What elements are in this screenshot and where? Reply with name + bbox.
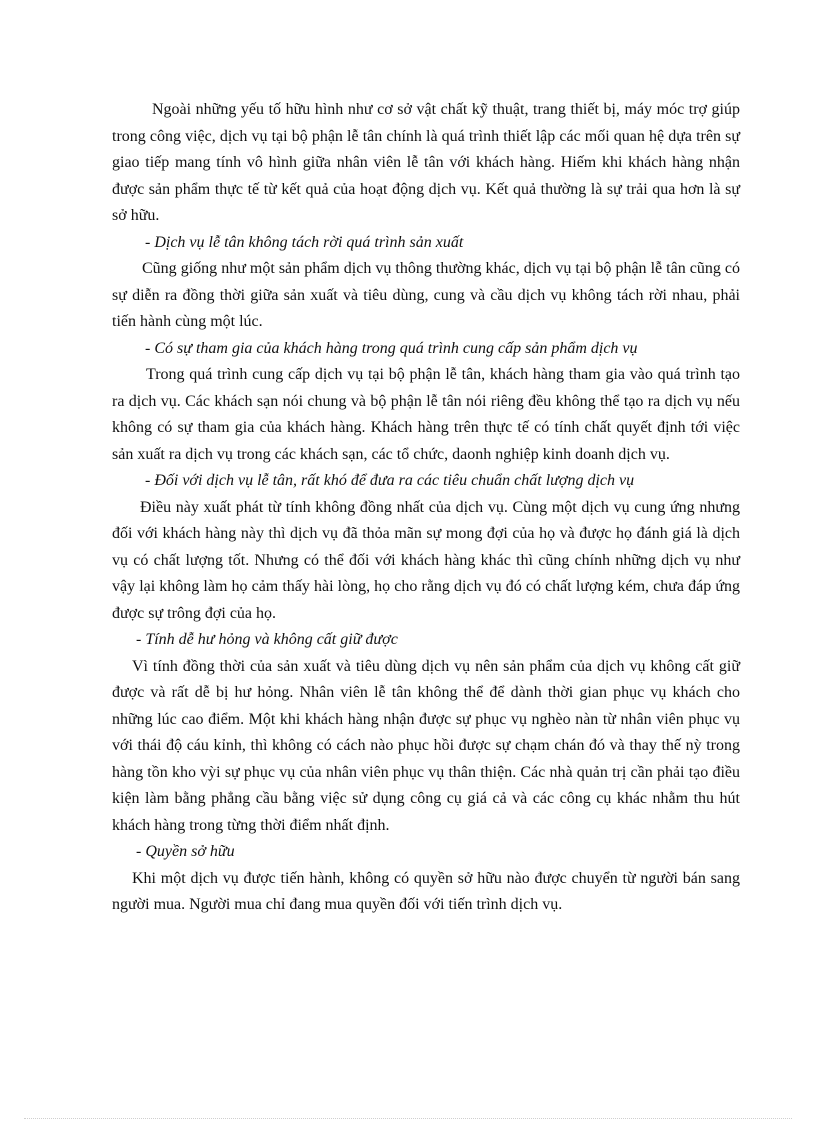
page-bottom-divider (24, 1118, 792, 1119)
paragraph-customer-participation: Trong quá trình cung cấp dịch vụ tại bộ phận lễ tân, khách hàng tham gia vào quá trình tạo ra dịch vụ. Các khách sạn nói chung và bộ phận lễ tân nói riêng đều không thể tạo ra dịch vụ nếu không có sự tham gia của khách hàng. Khách hàng trên thực tế có tính chất quyết định tới việc sản xuất ra dịch vụ trong các khách sạn, các tổ chức, daonh nghiệp kinh doanh dịch vụ. (112, 366, 740, 463)
heading-ownership: - Quyền sở hữu (136, 843, 235, 860)
heading-quality-standards: - Đối với dịch vụ lễ tân, rất khó để đưa ra các tiêu chuẩn chất lượng dịch vụ (145, 472, 635, 489)
paragraph-inseparability: Cũng giống như một sản phẩm dịch vụ thông thường khác, dịch vụ tại bộ phận lễ tân cũng có sự diễn ra đồng thời giữa sản xuất và tiêu dùng, cung và cầu dịch vụ không tách rời nhau, phải tiến hành cùng một lúc. (112, 260, 740, 330)
document-body (112, 97, 740, 919)
paragraph-ownership: Khi một dịch vụ được tiến hành, không có quyền sở hữu nào được chuyển từ người bán sang người mua. Người mua chỉ đang mua quyền đối với tiến trình dịch vụ. (112, 869, 740, 913)
paragraph-perishability: Vì tính đồng thời của sản xuất và tiêu dùng dịch vụ nên sản phẩm của dịch vụ không cất giữ được và rất dễ bị hư hỏng. Nhân viên lễ tân không thể để dành thời gian phục vụ khách cho những lúc cao điểm. Một khi khách hàng nhận được sự phục vụ nghèo nàn từ nhân viên phục vụ với thái độ cáu kỉnh, thì không có cách nào phục hồi được sự chạm chán đó và thay thế nỳ trong hàng tồn kho vỳi sự phục vụ của nhân viên phục vụ thân thiện. Các nhà quản trị cần phải tạo điều kiện làm bằng phẳng cầu bằng việc sử dụng công cụ giá cả và các công cụ khác nhằm thu hút khách hàng trong từng thời điểm nhất định. (112, 657, 740, 834)
paragraph-quality-standards: Điều này xuất phát từ tính không đồng nhất của dịch vụ. Cùng một dịch vụ cung ứng nhưng đối với khách hàng này thì dịch vụ đã thỏa mãn sự mong đợi của họ và được họ đánh giá là dịch vụ có chất lượng tốt. Nhưng có thể đối với khách hàng khác thì cũng chính những dịch vụ như vậy lại không làm họ cảm thấy hài lòng, họ cho rằng dịch vụ đó có chất lượng kém, chưa đáp ứng được sự trông đợi của họ. (112, 498, 740, 622)
paragraph-intangibility: Ngoài những yếu tố hữu hình như cơ sở vật chất kỹ thuật, trang thiết bị, máy móc trợ giúp trong công việc, dịch vụ tại bộ phận lễ tân chính là quá trình thiết lập các mối quan hệ dựa trên sự giao tiếp mang tính vô hình giữa nhân viên lễ tân với khách hàng. Hiếm khi khách hàng nhận được sản phẩm thực tế từ kết quả của hoạt động dịch vụ. Kết quả thường là sự trải qua hơn là sự sở hữu. (112, 101, 740, 224)
heading-customer-participation: - Có sự tham gia của khách hàng trong quá trình cung cấp sản phẩm dịch vụ (145, 339, 638, 357)
heading-perishability: - Tính dễ hư hỏng và không cất giữ được (136, 631, 398, 648)
heading-inseparability: - Dịch vụ lễ tân không tách rời quá trình sản xuất (145, 233, 464, 251)
